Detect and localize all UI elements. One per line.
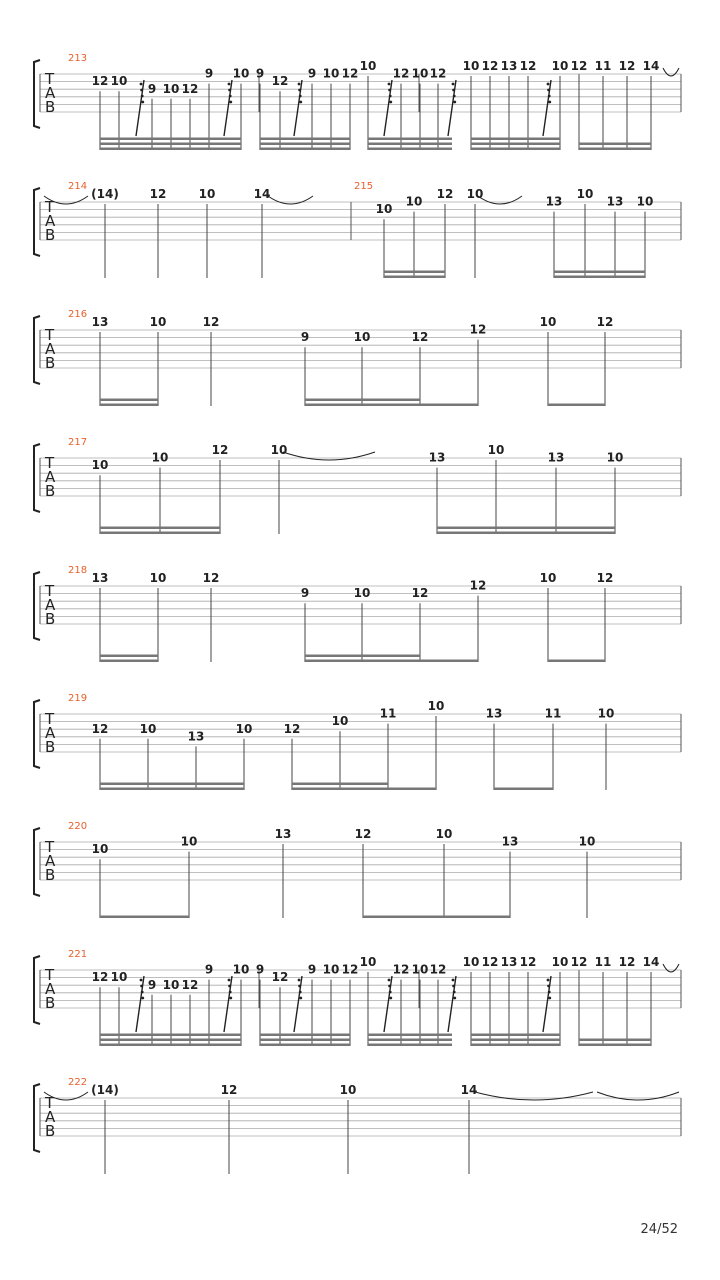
grace-note-dot: [388, 89, 391, 92]
fret-number: 10: [232, 66, 250, 81]
grace-note-dot: [547, 979, 550, 982]
grace-note-dot: [548, 997, 551, 1000]
grace-note-dot: [453, 997, 456, 1000]
tab-clef-letter: B: [45, 1122, 56, 1140]
measure-number: 218: [68, 565, 88, 576]
grace-note-dot: [547, 985, 550, 988]
grace-note-slash: [448, 80, 456, 136]
tab-clef-letter: T: [45, 70, 55, 88]
beam: [437, 527, 615, 530]
tab-clef-letter: B: [45, 610, 56, 628]
fret-number: 10: [151, 450, 169, 465]
tab-clef-letter: A: [45, 1108, 56, 1126]
fret-number: 12: [596, 315, 614, 329]
grace-note-dot: [141, 95, 144, 98]
grace-note-dot: [452, 83, 455, 86]
beam: [100, 660, 158, 663]
beam: [100, 527, 220, 530]
fret-number: 9: [147, 81, 157, 96]
fret-number: 13: [545, 194, 563, 209]
beam: [368, 1034, 452, 1037]
fret-number: 10: [162, 977, 180, 992]
beam: [384, 276, 445, 279]
beam: [100, 404, 158, 407]
beam: [305, 399, 420, 402]
fret-number: 12: [570, 59, 588, 73]
measure-number: 221: [68, 949, 88, 960]
grace-note-slash: [224, 80, 232, 136]
fret-number: 12: [570, 955, 588, 969]
beam: [548, 660, 605, 663]
fret-number: 10: [597, 706, 615, 721]
fret-number: 10: [322, 66, 340, 81]
grace-note-dot: [229, 997, 232, 1000]
fret-number: 10: [359, 955, 377, 969]
grace-note-dot: [389, 95, 392, 98]
fret-number: 13: [91, 315, 109, 329]
beam: [100, 1039, 241, 1042]
fret-number: 10: [375, 202, 393, 217]
grace-note-dot: [548, 95, 551, 98]
grace-note-dot: [141, 991, 144, 994]
grace-note-dot: [388, 83, 391, 86]
grace-note-dot: [229, 991, 232, 994]
beam: [100, 655, 158, 658]
fret-number: 13: [500, 59, 518, 73]
beam: [384, 271, 445, 274]
fret-number: 10: [110, 74, 128, 89]
tab-clef-letter: T: [45, 326, 55, 344]
fret-number: 12: [271, 74, 289, 89]
grace-note-dot: [140, 83, 143, 86]
tie: [597, 1092, 679, 1100]
grace-note-dot: [388, 979, 391, 982]
beam: [471, 1039, 560, 1042]
grace-note-dot: [548, 991, 551, 994]
fret-number: 12: [392, 66, 410, 81]
measure-number: 220: [68, 821, 88, 832]
grace-note-dot: [548, 101, 551, 104]
fret-number: 10: [149, 315, 167, 329]
grace-note-dot: [140, 979, 143, 982]
tab-clef-letter: A: [45, 980, 56, 998]
beam: [100, 148, 241, 151]
beam: [554, 271, 645, 274]
fret-number: 13: [485, 706, 503, 721]
beam: [494, 788, 553, 791]
fret-number: 11: [594, 955, 612, 969]
grace-note-dot: [547, 89, 550, 92]
fret-number: 10: [435, 827, 453, 841]
system-bracket: [34, 316, 40, 384]
fret-number: 10: [91, 458, 109, 473]
fret-number: 12: [618, 59, 636, 73]
fret-number: 13: [428, 450, 446, 465]
tab-clef-letter: A: [45, 340, 56, 358]
tab-clef-letter: A: [45, 596, 56, 614]
fret-number: 9: [255, 66, 265, 81]
tie: [283, 452, 375, 460]
fret-number: 12: [149, 187, 167, 201]
beam: [260, 143, 350, 146]
system-bracket: [34, 1084, 40, 1152]
tab-clef-letter: A: [45, 212, 56, 230]
fret-number: 12: [411, 586, 429, 601]
fret-number: 13: [274, 827, 292, 841]
beam: [579, 148, 651, 151]
grace-note-dot: [299, 991, 302, 994]
beam: [579, 143, 651, 146]
beam: [554, 276, 645, 279]
beam: [100, 143, 241, 146]
grace-note-dot: [298, 985, 301, 988]
beam: [471, 143, 560, 146]
beam: [368, 148, 452, 151]
fret-number: 9: [204, 66, 214, 81]
fret-number: 10: [339, 1083, 357, 1097]
beam: [305, 404, 478, 407]
fret-number: 12: [429, 962, 447, 977]
fret-number: 10: [539, 315, 557, 329]
grace-note-dot: [141, 997, 144, 1000]
grace-note-dot: [299, 95, 302, 98]
fret-number: 10: [232, 962, 250, 977]
fret-number: 12: [91, 970, 109, 985]
beam: [100, 1044, 241, 1047]
fret-number: 13: [606, 194, 624, 209]
beam: [305, 655, 420, 658]
fret-number: 12: [341, 66, 359, 81]
fret-number: 12: [202, 571, 220, 585]
beam: [471, 1034, 560, 1037]
fret-number: 10: [539, 571, 557, 585]
beam: [305, 660, 478, 663]
beam: [548, 404, 605, 407]
fret-number: 10: [606, 450, 624, 465]
grace-note-dot: [229, 95, 232, 98]
grace-note-slash: [136, 80, 144, 136]
fret-number: 12: [618, 955, 636, 969]
tab-clef-letter: B: [45, 354, 56, 372]
measure-number: 217: [68, 437, 88, 448]
fret-number: 10: [180, 834, 198, 849]
fret-number: 12: [181, 977, 199, 992]
fret-number: 12: [283, 721, 301, 736]
fret-number: 14: [642, 955, 660, 969]
beam: [579, 1039, 651, 1042]
fret-number: 12: [202, 315, 220, 329]
beam: [292, 783, 388, 786]
tab-clef-letter: B: [45, 866, 56, 884]
grace-note-dot: [547, 83, 550, 86]
beam: [260, 148, 350, 151]
fret-number: 12: [469, 322, 487, 337]
grace-note-dot: [452, 89, 455, 92]
beam: [579, 1044, 651, 1047]
tab-clef-letter: T: [45, 454, 55, 472]
fret-number: 10: [149, 571, 167, 585]
grace-note-dot: [140, 985, 143, 988]
fret-number: 11: [544, 706, 562, 721]
measure-number: 214: [68, 181, 88, 192]
grace-note-dot: [228, 985, 231, 988]
fret-number: 9: [307, 66, 317, 81]
tab-clef-letter: A: [45, 852, 56, 870]
grace-note-slash: [294, 80, 302, 136]
beam: [292, 788, 436, 791]
grace-note-dot: [389, 101, 392, 104]
fret-number: 12: [429, 66, 447, 81]
system-bracket: [34, 444, 40, 512]
fret-number: 11: [379, 706, 397, 721]
beam: [260, 1034, 350, 1037]
system-bracket: [34, 188, 40, 256]
beam: [100, 1034, 241, 1037]
grace-note-slash: [384, 80, 392, 136]
tie: [475, 1092, 593, 1100]
grace-note-slash: [543, 976, 551, 1032]
fret-number: 12: [481, 59, 499, 73]
tab-clef-letter: B: [45, 226, 56, 244]
beam: [100, 399, 158, 402]
fret-number: 12: [271, 970, 289, 985]
grace-note-dot: [141, 101, 144, 104]
fret-number: 10: [576, 187, 594, 201]
tab-clef-letter: T: [45, 582, 55, 600]
tab-clef-letter: T: [45, 198, 55, 216]
fret-number: 10: [322, 962, 340, 977]
system-bracket: [34, 60, 40, 128]
system-bracket: [34, 828, 40, 896]
grace-note-slash: [294, 976, 302, 1032]
fret-number: 10: [359, 59, 377, 73]
fret-number: 9: [300, 586, 310, 601]
beam: [471, 148, 560, 151]
beam: [368, 138, 452, 141]
beam: [100, 532, 220, 535]
grace-note-dot: [389, 991, 392, 994]
grace-note-dot: [298, 979, 301, 982]
fret-number: 13: [187, 729, 205, 744]
beam: [100, 916, 189, 919]
beam: [260, 1044, 350, 1047]
fret-number: 9: [255, 962, 265, 977]
fret-number: 10: [139, 721, 157, 736]
system-bracket: [34, 956, 40, 1024]
grace-note-dot: [453, 991, 456, 994]
grace-note-dot: [388, 985, 391, 988]
fret-number: 12: [181, 81, 199, 96]
fret-number: 12: [341, 962, 359, 977]
fret-number: 10: [636, 194, 654, 209]
fret-number: 12: [596, 571, 614, 585]
fret-number: 10: [551, 59, 569, 73]
grace-note-dot: [453, 101, 456, 104]
grace-note-dot: [298, 89, 301, 92]
grace-note-dot: [140, 89, 143, 92]
fret-number: 10: [110, 970, 128, 985]
fret-number: 12: [436, 187, 454, 201]
grace-note-dot: [389, 997, 392, 1000]
fret-number: 10: [466, 187, 484, 201]
grace-note-dot: [299, 997, 302, 1000]
grace-note-slash: [384, 976, 392, 1032]
fret-number: 10: [235, 721, 253, 736]
grace-note-dot: [299, 101, 302, 104]
beam: [100, 788, 244, 791]
fret-number: 12: [469, 578, 487, 593]
grace-note-dot: [298, 83, 301, 86]
tab-clef-letter: A: [45, 84, 56, 102]
tie: [663, 964, 679, 972]
fret-number: 12: [354, 827, 372, 841]
fret-number: 12: [481, 955, 499, 969]
tab-clef-letter: B: [45, 482, 56, 500]
fret-number: 9: [307, 962, 317, 977]
grace-note-slash: [448, 976, 456, 1032]
grace-note-dot: [453, 95, 456, 98]
fret-number: 10: [462, 955, 480, 969]
tab-clef-letter: T: [45, 838, 55, 856]
fret-number: 10: [353, 330, 371, 345]
fret-number: 13: [501, 834, 519, 849]
beam: [100, 783, 244, 786]
beam: [471, 138, 560, 141]
fret-number: (14): [91, 187, 119, 201]
fret-number: 10: [353, 586, 371, 601]
fret-number: 10: [462, 59, 480, 73]
grace-note-dot: [228, 979, 231, 982]
fret-number: 12: [519, 955, 537, 969]
beam: [368, 143, 452, 146]
beam: [100, 138, 241, 141]
grace-note-dot: [452, 985, 455, 988]
fret-number: 12: [91, 721, 109, 736]
fret-number: 12: [91, 74, 109, 89]
beam: [437, 532, 615, 535]
system-bracket: [34, 700, 40, 768]
beam: [260, 1039, 350, 1042]
grace-note-dot: [228, 83, 231, 86]
tie: [663, 68, 679, 76]
tie: [268, 196, 313, 204]
fret-number: 10: [578, 834, 596, 849]
fret-number: 10: [331, 714, 349, 729]
beam: [260, 138, 350, 141]
fret-number: 10: [411, 962, 429, 977]
measure-number: 216: [68, 309, 88, 320]
fret-number: 10: [411, 66, 429, 81]
grace-note-slash: [543, 80, 551, 136]
fret-number: 10: [551, 955, 569, 969]
tab-clef-letter: B: [45, 98, 56, 116]
tie: [478, 196, 522, 204]
fret-number: (14): [91, 1083, 119, 1097]
fret-number: 10: [162, 81, 180, 96]
fret-number: 12: [220, 1083, 238, 1097]
fret-number: 10: [198, 187, 216, 201]
fret-number: 9: [300, 330, 310, 345]
grace-note-slash: [224, 976, 232, 1032]
measure-number: 215: [354, 181, 374, 192]
fret-number: 9: [204, 962, 214, 977]
beam: [368, 1044, 452, 1047]
fret-number: 10: [405, 194, 423, 209]
page-number: 24/52: [640, 1222, 678, 1237]
tab-clef-letter: T: [45, 1094, 55, 1112]
fret-number: 13: [500, 955, 518, 969]
fret-number: 12: [411, 330, 429, 345]
grace-note-dot: [452, 979, 455, 982]
beam: [368, 1039, 452, 1042]
grace-note-dot: [229, 101, 232, 104]
fret-number: 12: [519, 59, 537, 73]
beam: [363, 916, 510, 919]
fret-number: 10: [91, 842, 109, 857]
tab-clef-letter: A: [45, 724, 56, 742]
fret-number: 10: [487, 443, 505, 457]
measure-number: 222: [68, 1077, 88, 1088]
tab-clef-letter: A: [45, 468, 56, 486]
fret-number: 14: [253, 187, 271, 201]
fret-number: 14: [460, 1083, 478, 1097]
fret-number: 13: [91, 571, 109, 585]
fret-number: 12: [392, 962, 410, 977]
measure-number: 213: [68, 53, 88, 64]
grace-note-dot: [228, 89, 231, 92]
tab-clef-letter: T: [45, 966, 55, 984]
fret-number: 12: [211, 443, 229, 457]
tab-clef-letter: B: [45, 738, 56, 756]
fret-number: 9: [147, 977, 157, 992]
tab-clef-letter: B: [45, 994, 56, 1012]
grace-note-slash: [136, 976, 144, 1032]
measure-number: 219: [68, 693, 88, 704]
system-bracket: [34, 572, 40, 640]
tab-clef-letter: T: [45, 710, 55, 728]
fret-number: 13: [547, 450, 565, 465]
fret-number: 10: [427, 699, 445, 713]
beam: [471, 1044, 560, 1047]
fret-number: 10: [270, 443, 288, 457]
fret-number: 14: [642, 59, 660, 73]
fret-number: 11: [594, 59, 612, 73]
